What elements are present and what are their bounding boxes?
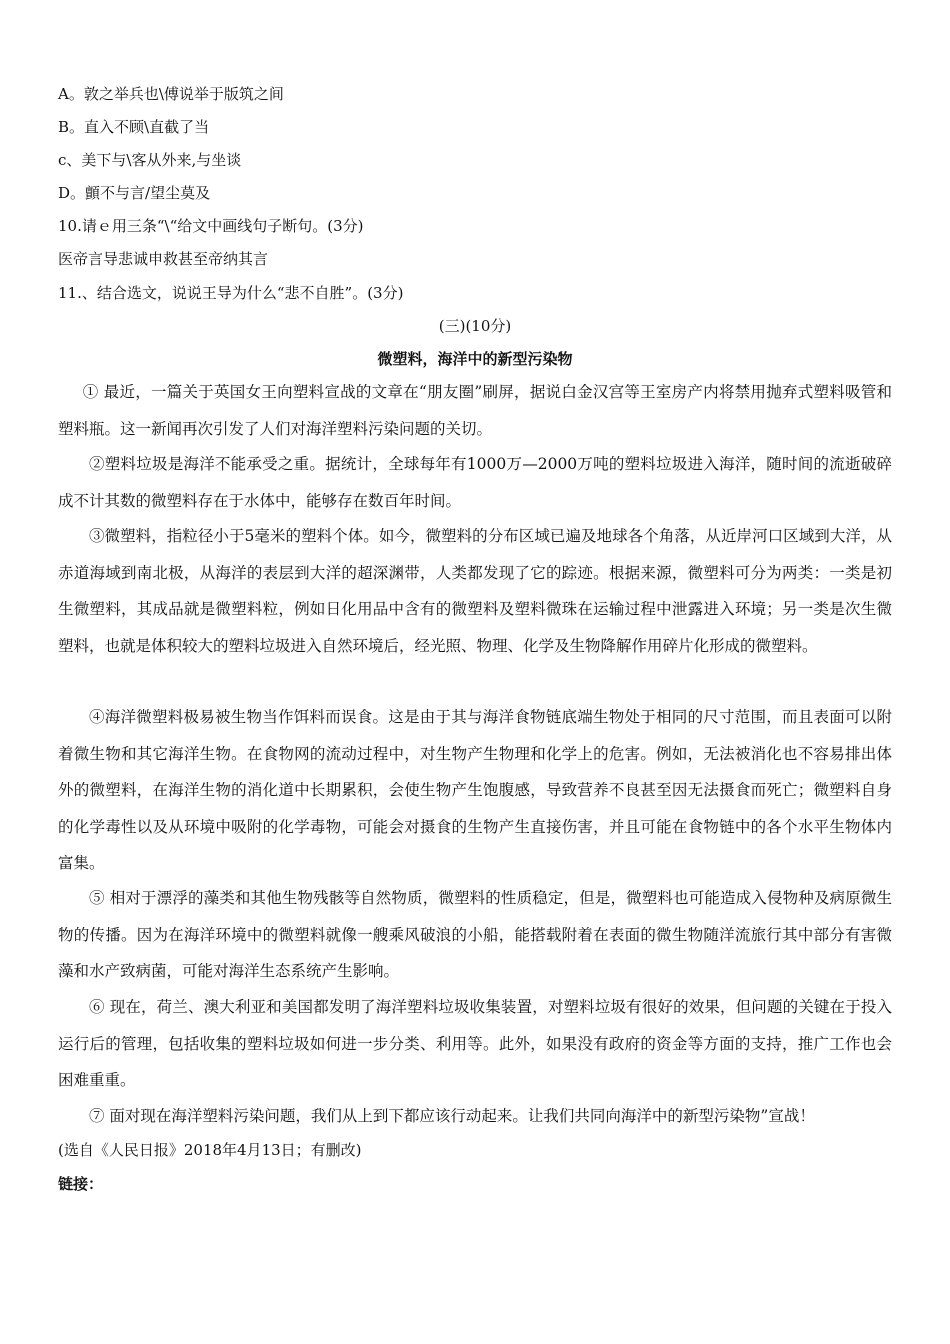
article-paragraph-7: ⑦ 面对现在海洋塑料污染问题，我们从上到下都应该行动起来。让我们共同向海洋中的新型污染物”宣战！ (89, 1107, 815, 1125)
section-label: (三)(10分) (438, 317, 512, 335)
question-10-text: 医帝言导悲诚申救甚至帝纳其言 (58, 250, 269, 268)
question-11: 11.、结合选文，说说王导为什么“悲不自胜”。(3分) (58, 284, 404, 302)
option-b: B。直入不顾\直截了当 (58, 118, 210, 136)
article-paragraph-3: ③微塑料，指粒径小于5毫米的塑料个体。如今，微塑料的分布区域已遍及地球各个角落，从近岸河口区域到大洋，从赤道海域到南北极，从海洋的表层到大洋的超深渊带，人类都发现了它的踪迹。根据来源，微塑料可分为两类：一类是初生微塑料，其成品就是微塑料粒，例如日化用品中含有的微塑料及塑料微珠在运输过程中泄露进入环境；另一类是次生微塑料，也就是体积较大的塑料垃圾进入自然环境后，经光照、物理、化学及生物降解作用碎片化形成的微塑料。 (58, 527, 892, 655)
option-c: c、美下与\客从外来,与坐谈 (58, 151, 242, 169)
article-paragraph-2: ②塑料垃圾是海洋不能承受之重。据统计，全球每年有1000万—2000万吨的塑料垃圾进入海洋，随时间的流逝破碎成不计其数的微塑料存在于水体中，能够存在数百年时间。 (58, 455, 892, 510)
article-paragraph-5: ⑤ 相对于漂浮的藻类和其他生物残骸等自然物质，微塑料的性质稳定，但是，微塑料也可能造成入侵物种及病原微生物的传播。因为在海洋环境中的微塑料就像一艘乘风破浪的小船，能搭载附着在表面的微生物随洋流旅行其中部分有害微藻和水产致病菌，可能对海洋生态系统产生影响。 (58, 889, 892, 980)
article-paragraph-6: ⑥ 现在，荷兰、澳大利亚和美国都发明了海洋塑料垃圾收集装置，对塑料垃圾有很好的效果，但问题的关键在于投入运行后的管理，包括收集的塑料垃圾如何进一步分类、利用等。此外，如果没有政府的资金等方面的支持，推广工作也会困难重重。 (58, 998, 892, 1089)
question-10: 10.请ｅ用三条“\“给文中画线句子断句。(3分) (58, 217, 364, 235)
link-label: 链接： (58, 1175, 104, 1193)
article-source: (选自《人民日报》2018年4月13日；有删改) (58, 1141, 362, 1159)
option-d: D。顫不与言/望尘莫及 (58, 184, 211, 202)
article-title: 微塑料，海洋中的新型污染物 (377, 350, 573, 368)
article-paragraph-1: ① 最近，一篇关于英国女王向塑料宣战的文章在“朋友圈”刷屏，据说白金汉宫等王室房产内将禁用抛弃式塑料吸管和塑料瓶。这一新闻再次引发了人们对海洋塑料污染问题的关切。 (58, 383, 892, 438)
option-a: A。敦之举兵也\傅说举于版筑之间 (58, 85, 284, 103)
article-paragraph-4: ④海洋微塑料极易被生物当作饵料而误食。这是由于其与海洋食物链底端生物处于相同的尺寸范围，而且表面可以附着微生物和其它海洋生物。在食物网的流动过程中，对生物产生物理和化学上的危害。例如，无法被消化也不容易排出体外的微塑料，在海洋生物的消化道中长期累积，会使生物产生饱腹感，导致营养不良甚至因无法摄食而死亡；微塑料自身的化学毒性以及从环境中吸附的化学毒物，可能会对摄食的生物产生直接伤害，并且可能在食物链中的各个水平生物体内富集。 (58, 708, 892, 872)
